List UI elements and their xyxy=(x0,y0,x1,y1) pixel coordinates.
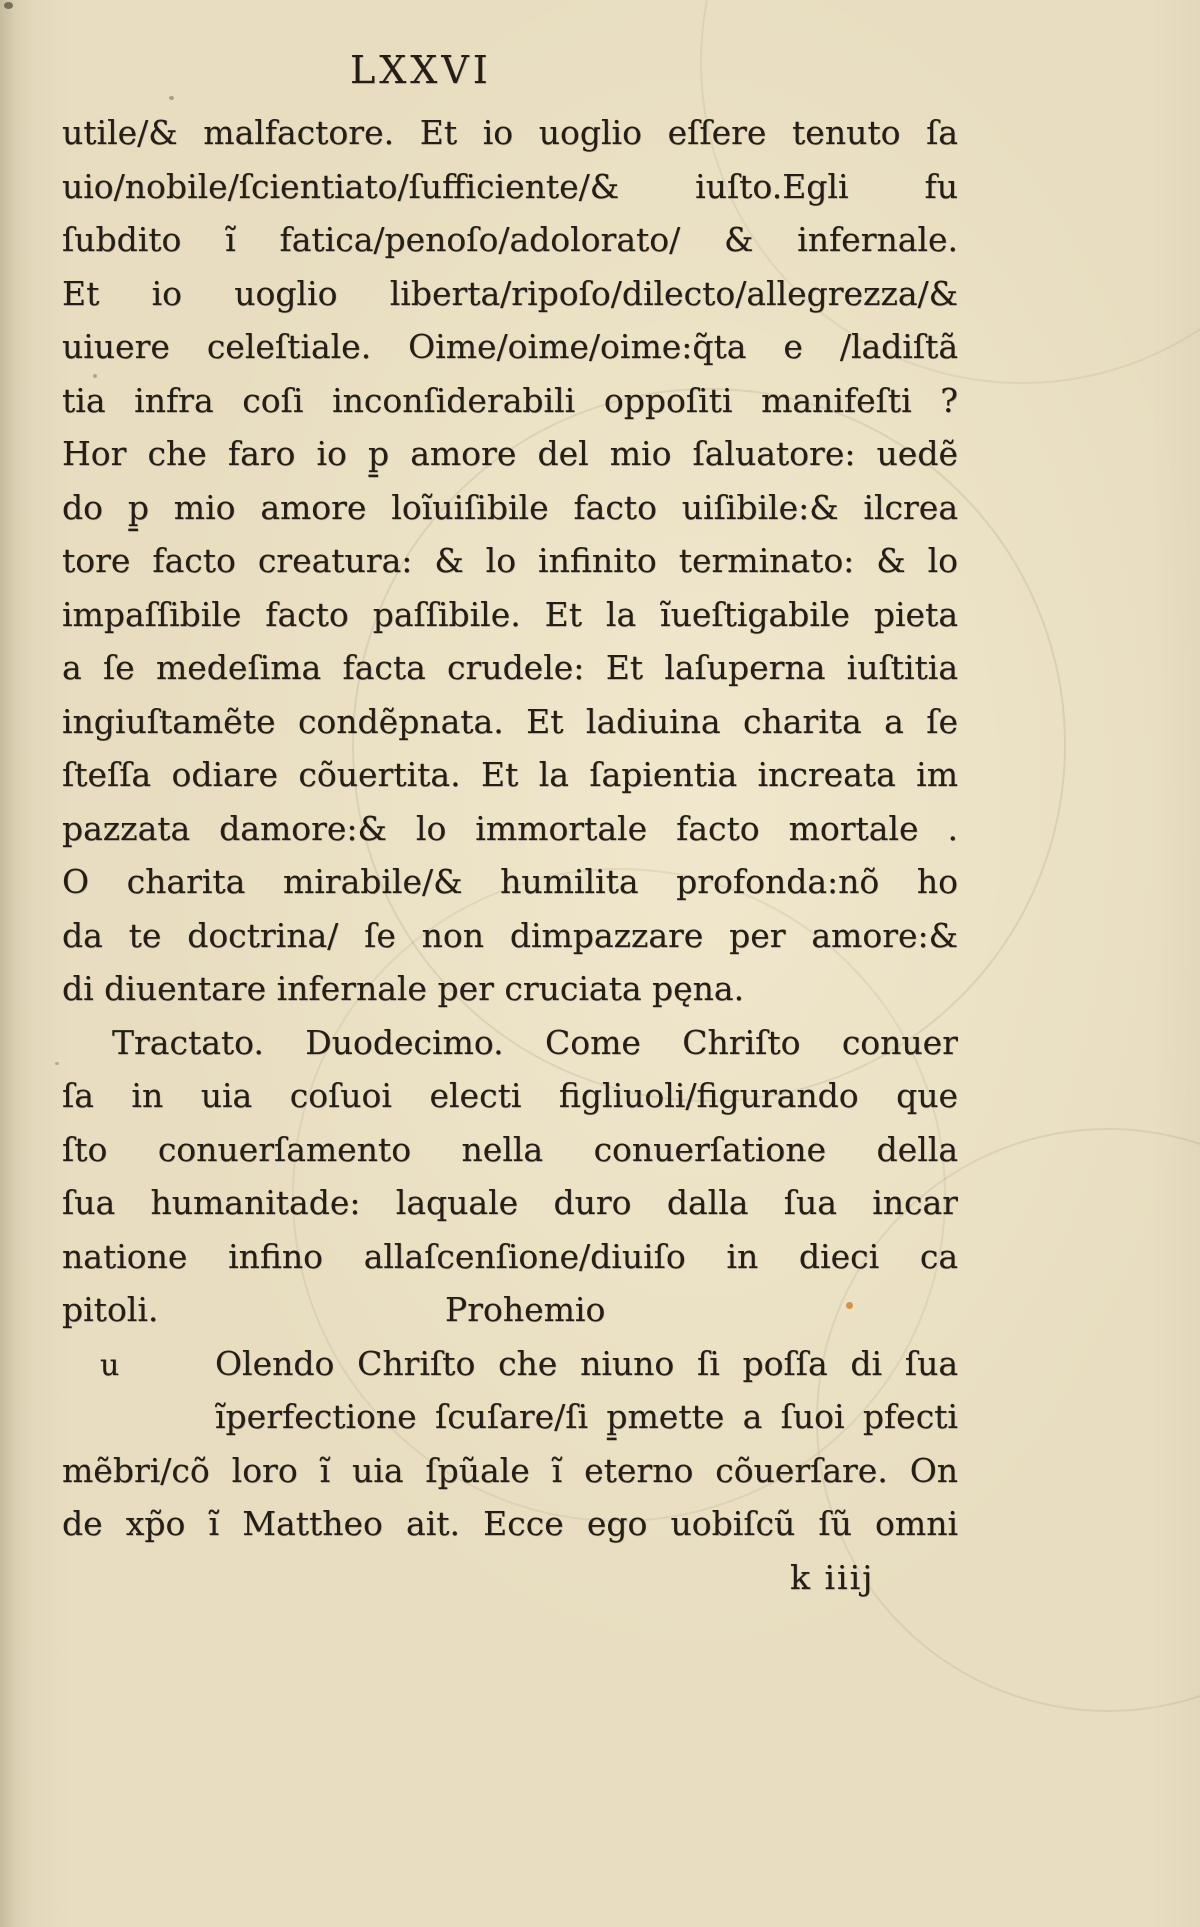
text-line: Et io uoglio liberta/ripoſo/dilecto/allegrezza/& xyxy=(62,273,958,313)
text-line: ſto conuerſamento nella conuerſatione della xyxy=(62,1129,958,1169)
text-line: uiuere celeſtiale. Oime/oime/oime:q̃ta e /ladiſtã xyxy=(62,327,958,366)
guide-letter-u: u xyxy=(100,1347,120,1383)
paper-speck xyxy=(55,1062,59,1065)
paragraph-end-line: di diuentare infernale per cruciata pęna. xyxy=(62,969,745,1008)
prohemio-first-line xyxy=(62,1337,958,1391)
text-line: da te doctrina/ ſe non dimpazzare per amore:& xyxy=(62,915,958,955)
pitoli-label: pitoli. xyxy=(62,1290,159,1329)
text-line: Hor che faro io p̱ amore del mio ſaluatore: uedẽ xyxy=(62,434,958,473)
text-line: O charita mirabile/& humilita profonda:nõ ho xyxy=(62,862,958,901)
text-line: tore facto creatura: & lo infinito terminato: & lo xyxy=(62,541,958,580)
text-line: do p̱ mio amore loĩuiſibile facto uiſibile:& ilcrea xyxy=(62,487,958,527)
text-line: ſa in uia coſuoi electi figliuoli/figurando que xyxy=(62,1076,958,1115)
text-line: a ſe medeſima facta crudele: Et laſuperna iuſtitia xyxy=(62,648,958,687)
paper-speck xyxy=(169,96,174,100)
text-line: impaſſibile facto paſſibile. Et la ĩueſtigabile pieta xyxy=(62,594,958,634)
signature-mark: k iiij xyxy=(790,1557,875,1597)
text-line: de xp̃o ĩ Mattheo ait. Ecce ego uobiſcũ ſũ omni xyxy=(62,1504,958,1543)
text-line: ingiuſtamẽte condẽpnata. Et ladiuina charita a ſe xyxy=(62,701,958,741)
text-line: mẽbri/cõ loro ĩ uia ſpũale ĩ eterno cõuerſare. On xyxy=(62,1450,958,1490)
text-line: ſteſſa odiare cõuertita. Et la ſapientia increata im xyxy=(62,755,958,794)
text-block xyxy=(62,106,958,1604)
text-line: utile/& malfactore. Et io uoglio eſſere tenuto ſa xyxy=(62,113,958,152)
text-line: tia infra coſi inconſiderabili oppoſiti manifeſti ? xyxy=(62,380,958,420)
olendo-text: Olendo Chriſto che niuno ſi poſſa di ſua xyxy=(215,1343,958,1383)
text-line: pazzata damore:& lo immortale facto mortale . xyxy=(62,808,958,848)
folio-number: LXXVI xyxy=(350,48,492,92)
text-line: uio/nobile/ſcientiato/ſufficiente/& iuſto.Egli fu xyxy=(62,166,958,206)
pitoli-prohemio-line xyxy=(62,1283,958,1337)
prohemio-heading: Prohemio xyxy=(445,1290,606,1329)
text-line: natione infino allaſcenſione/diuiſo in dieci ca xyxy=(62,1236,958,1276)
text-line: ſubdito ĩ fatica/penoſo/adolorato/ & infernale. xyxy=(62,220,958,259)
paper-speck xyxy=(4,2,13,9)
text-line: ſua humanitade: laquale duro dalla ſua incar xyxy=(62,1183,958,1222)
text-line: ĩperfectione ſcuſare/ſi p̱mette a ſuoi pfecti xyxy=(215,1397,958,1436)
chapter-heading-line: Tractato. Duodecimo. Come Chriſto conuer xyxy=(112,1022,958,1062)
signature-line xyxy=(62,1551,958,1605)
